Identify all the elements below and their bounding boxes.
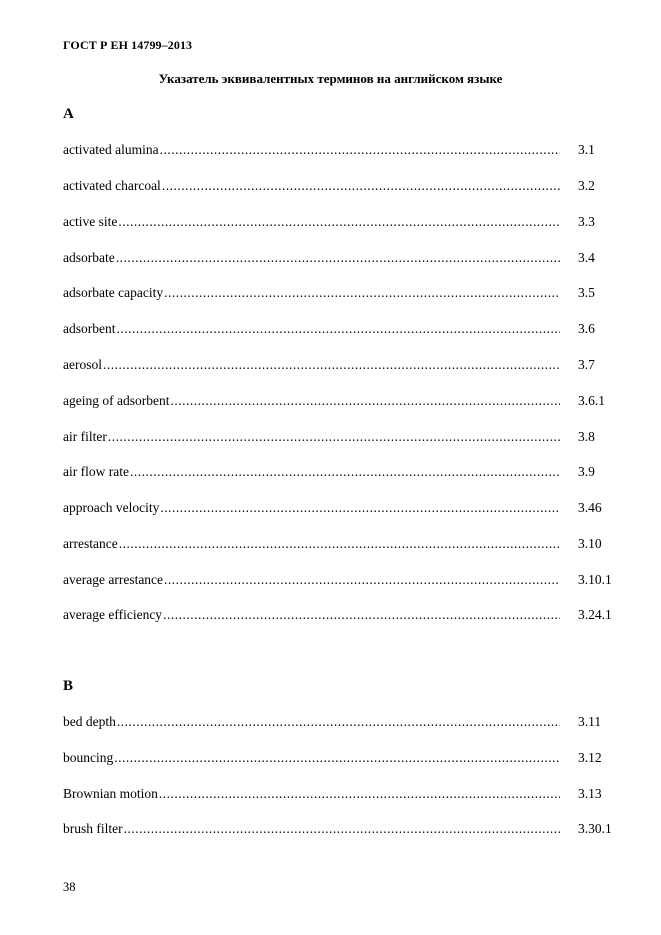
entry-ref: 3.7	[578, 357, 595, 372]
entry-term: activated alumina	[63, 142, 159, 157]
index-entry	[63, 464, 560, 482]
entry-term: bouncing	[63, 750, 114, 765]
entry-term: bed depth	[63, 714, 116, 729]
entry-ref: 3.6	[578, 321, 595, 336]
entry-ref: 3.13	[578, 786, 602, 801]
dot-leader	[117, 714, 560, 730]
entry-term: average arrestance	[63, 572, 164, 587]
entry-term: adsorbate capacity	[63, 285, 164, 300]
index-entry	[63, 214, 560, 232]
dot-leader	[160, 500, 560, 516]
entry-ref: 3.4	[578, 250, 595, 265]
dot-leader	[164, 285, 560, 301]
entry-term: arrestance	[63, 536, 118, 551]
index-entry	[63, 607, 560, 625]
index-entry	[63, 178, 560, 196]
entry-term: average efficiency	[63, 607, 163, 622]
index-entry	[63, 714, 560, 732]
entry-ref: 3.30.1	[578, 821, 612, 836]
index-entry	[63, 250, 560, 268]
entry-term: aerosol	[63, 357, 102, 372]
index-entry	[63, 821, 560, 839]
entry-ref: 3.10.1	[578, 572, 612, 587]
entry-ref: 3.8	[578, 429, 595, 444]
dot-leader	[164, 572, 560, 588]
index-entry	[63, 750, 560, 768]
section-letter-b: B	[63, 678, 74, 694]
entry-ref: 3.10	[578, 536, 602, 551]
entry-ref: 3.46	[578, 500, 602, 515]
dot-leader	[103, 357, 560, 373]
dot-leader	[163, 607, 560, 623]
entry-term: ageing of adsorbent	[63, 393, 170, 408]
dot-leader	[162, 178, 560, 194]
index-entry	[63, 786, 560, 804]
entry-term: brush filter	[63, 821, 123, 836]
entry-term: air filter	[63, 429, 107, 444]
entry-ref: 3.9	[578, 464, 595, 479]
entry-ref: 3.5	[578, 285, 595, 300]
index-entry	[63, 429, 560, 447]
index-entry	[63, 572, 560, 590]
index-entry	[63, 285, 560, 303]
dot-leader	[116, 250, 560, 266]
index-entry	[63, 357, 560, 375]
section-letter-a: A	[63, 106, 74, 122]
dot-leader	[170, 393, 560, 409]
entry-ref: 3.11	[578, 714, 602, 729]
entry-term: adsorbate	[63, 250, 115, 265]
entry-term: active site	[63, 214, 118, 229]
entry-term: adsorbent	[63, 321, 116, 336]
entry-ref: 3.6.1	[578, 393, 605, 408]
index-title: Указатель эквивалентных терминов на английском языке	[158, 71, 503, 86]
document-code: ГОСТ Р ЕН 14799–2013	[63, 38, 193, 52]
dot-leader	[108, 429, 560, 445]
entry-term: activated charcoal	[63, 178, 161, 193]
index-entry	[63, 393, 560, 411]
dot-leader	[130, 464, 560, 480]
entry-ref: 3.1	[578, 142, 595, 157]
index-entry	[63, 500, 560, 518]
dot-leader	[160, 142, 560, 158]
dot-leader	[116, 321, 560, 337]
entry-term: air flow rate	[63, 464, 129, 479]
dot-leader	[159, 786, 560, 802]
dot-leader	[119, 536, 560, 552]
index-entry	[63, 321, 560, 339]
page-number: 38	[63, 880, 76, 894]
dot-leader	[114, 750, 560, 766]
entry-ref: 3.2	[578, 178, 595, 193]
dot-leader	[118, 214, 560, 230]
index-entry	[63, 142, 560, 160]
index-entry	[63, 536, 560, 554]
entry-ref: 3.24.1	[578, 607, 612, 622]
dot-leader	[124, 821, 560, 837]
entry-term: Brownian motion	[63, 786, 158, 801]
entry-term: approach velocity	[63, 500, 160, 515]
entry-ref: 3.3	[578, 214, 595, 229]
entry-ref: 3.12	[578, 750, 602, 765]
